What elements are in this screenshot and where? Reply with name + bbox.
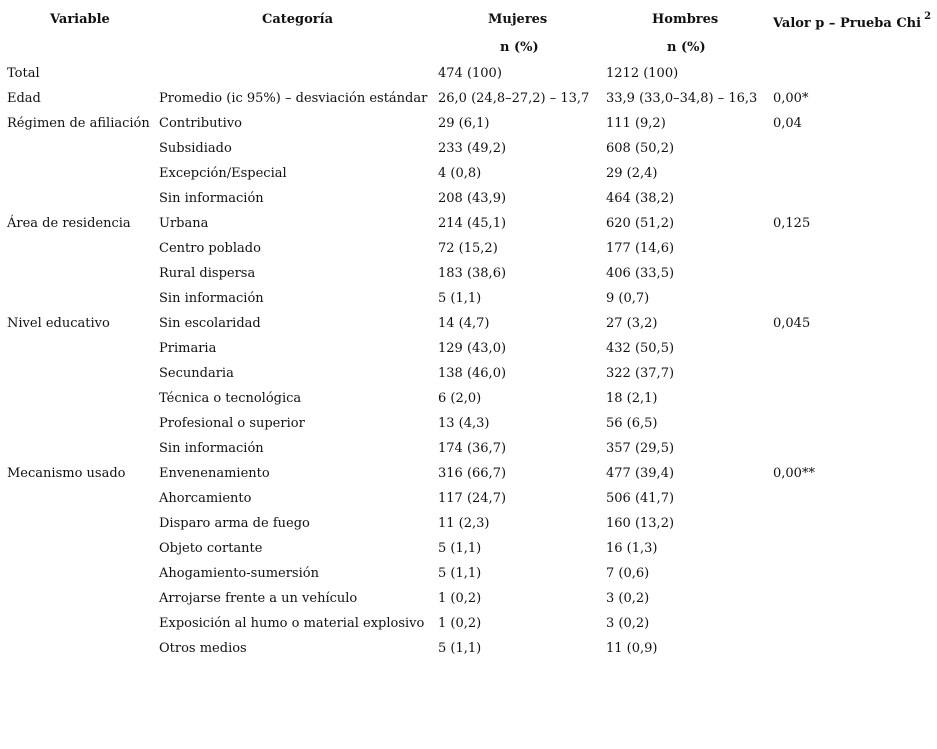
cell-mujeres: 129 (43,0): [438, 341, 507, 356]
cell-mujeres: 72 (15,2): [438, 241, 498, 256]
cell-categoria: Sin escolaridad: [159, 316, 261, 331]
cell-mujeres: 138 (46,0): [438, 366, 507, 381]
cell-categoria: Centro poblado: [159, 241, 261, 256]
table-row: [0, 412, 937, 437]
table-row: [0, 612, 937, 637]
cell-categoria: Rural dispersa: [159, 266, 256, 281]
header-hombres: Hombres: [652, 12, 719, 27]
cell-variable: Régimen de afiliación: [7, 116, 150, 131]
cell-categoria: Ahogamiento-sumersión: [159, 566, 319, 581]
cell-hombres: 27 (3,2): [606, 316, 658, 331]
table-row: [0, 387, 937, 412]
header-valor-p: [773, 11, 932, 31]
cell-mujeres: 5 (1,1): [438, 566, 482, 581]
cell-categoria: Secundaria: [159, 366, 234, 381]
cell-categoria: Sin información: [159, 191, 264, 206]
cell-variable: Total: [7, 66, 40, 81]
table-row: [0, 312, 937, 337]
cell-hombres: 56 (6,5): [606, 416, 658, 431]
cell-mujeres: 208 (43,9): [438, 191, 507, 206]
table-row: [0, 637, 937, 662]
cell-categoria: Ahorcamiento: [159, 491, 252, 506]
header-valor-p-superscript: 2: [924, 11, 932, 22]
cell-mujeres: 5 (1,1): [438, 641, 482, 656]
cell-mujeres: 316 (66,7): [438, 466, 507, 481]
table-header: [0, 0, 937, 62]
cell-hombres: 1212 (100): [606, 66, 679, 81]
cell-mujeres: 233 (49,2): [438, 141, 507, 156]
cell-categoria: Excepción/Especial: [159, 166, 287, 181]
cell-mujeres: 174 (36,7): [438, 441, 507, 456]
cell-hombres: 11 (0,9): [606, 641, 658, 656]
cell-categoria: Arrojarse frente a un vehículo: [159, 591, 358, 606]
cell-mujeres: 5 (1,1): [438, 541, 482, 556]
cell-hombres: 33,9 (33,0–34,8) – 16,3: [606, 91, 758, 106]
cell-mujeres: 14 (4,7): [438, 316, 490, 331]
cell-categoria: Técnica o tecnológica: [159, 391, 302, 406]
table-row: [0, 362, 937, 387]
table-row: [0, 137, 937, 162]
cell-categoria: Urbana: [159, 216, 209, 231]
cell-hombres: 477 (39,4): [606, 466, 675, 481]
table-row: [0, 87, 937, 112]
header-mujeres: Mujeres: [488, 12, 548, 27]
table-row: [0, 437, 937, 462]
cell-categoria: Sin información: [159, 291, 264, 306]
cell-valor-p: 0,00**: [773, 466, 815, 481]
cell-hombres: 322 (37,7): [606, 366, 675, 381]
table-row: [0, 487, 937, 512]
table-row: [0, 287, 937, 312]
table-row: [0, 112, 937, 137]
cell-hombres: 18 (2,1): [606, 391, 658, 406]
cell-mujeres: 214 (45,1): [438, 216, 507, 231]
cell-variable: Nivel educativo: [7, 316, 110, 331]
cell-hombres: 406 (33,5): [606, 266, 675, 281]
cell-hombres: 620 (51,2): [606, 216, 675, 231]
cell-mujeres: 117 (24,7): [438, 491, 507, 506]
table-row: [0, 212, 937, 237]
cell-hombres: 357 (29,5): [606, 441, 675, 456]
header-variable: Variable: [50, 12, 110, 27]
cell-hombres: 111 (9,2): [606, 116, 666, 131]
cell-hombres: 9 (0,7): [606, 291, 650, 306]
table-row: [0, 462, 937, 487]
cell-mujeres: 6 (2,0): [438, 391, 482, 406]
cell-hombres: 608 (50,2): [606, 141, 675, 156]
cell-hombres: 16 (1,3): [606, 541, 658, 556]
table-row: [0, 537, 937, 562]
cell-mujeres: 474 (100): [438, 66, 502, 81]
cell-hombres: 3 (0,2): [606, 591, 650, 606]
cell-categoria: Envenenamiento: [159, 466, 270, 481]
cell-categoria: Contributivo: [159, 116, 242, 131]
cell-mujeres: 4 (0,8): [438, 166, 482, 181]
cell-mujeres: 11 (2,3): [438, 516, 490, 531]
cell-categoria: Promedio (ic 95%) – desviación estándar: [159, 91, 428, 106]
header-categoria: Categoría: [262, 12, 334, 27]
cell-valor-p: 0,04: [773, 116, 802, 131]
cell-hombres: 160 (13,2): [606, 516, 675, 531]
cell-categoria: Objeto cortante: [159, 541, 263, 556]
table-row: [0, 512, 937, 537]
cell-mujeres: 13 (4,3): [438, 416, 490, 431]
table-row: [0, 337, 937, 362]
table-row: [0, 62, 937, 87]
header-hombres-unit: n (%): [667, 40, 706, 55]
cell-categoria: Disparo arma de fuego: [159, 516, 310, 531]
table-row: [0, 187, 937, 212]
cell-mujeres: 29 (6,1): [438, 116, 490, 131]
cell-hombres: 3 (0,2): [606, 616, 650, 631]
cell-categoria: Sin información: [159, 441, 264, 456]
cell-mujeres: 1 (0,2): [438, 591, 482, 606]
table-row: [0, 162, 937, 187]
cell-categoria: Exposición al humo o material explosivo: [159, 616, 425, 631]
cell-valor-p: 0,125: [773, 216, 811, 231]
table-row: [0, 562, 937, 587]
header-valor-p-label: Valor p – Prueba Chi: [773, 16, 922, 31]
cell-variable: Mecanismo usado: [7, 466, 126, 481]
cell-hombres: 177 (14,6): [606, 241, 675, 256]
cell-valor-p: 0,00*: [773, 91, 809, 106]
cell-mujeres: 5 (1,1): [438, 291, 482, 306]
cell-hombres: 29 (2,4): [606, 166, 658, 181]
cell-categoria: Profesional o superior: [159, 416, 305, 431]
cell-hombres: 506 (41,7): [606, 491, 675, 506]
cell-categoria: Subsidiado: [159, 141, 232, 156]
table-body: [0, 62, 937, 662]
header-mujeres-unit: n (%): [500, 40, 539, 55]
cell-valor-p: 0,045: [773, 316, 811, 331]
cell-hombres: 432 (50,5): [606, 341, 675, 356]
cell-categoria: Otros medios: [159, 641, 247, 656]
cell-hombres: 464 (38,2): [606, 191, 675, 206]
cell-hombres: 7 (0,6): [606, 566, 650, 581]
table-row: [0, 262, 937, 287]
cell-categoria: Primaria: [159, 341, 217, 356]
table-row: [0, 587, 937, 612]
cell-mujeres: 183 (38,6): [438, 266, 507, 281]
cell-variable: Edad: [7, 91, 41, 106]
cell-mujeres: 26,0 (24,8–27,2) – 13,7: [438, 91, 590, 106]
cell-variable: Área de residencia: [7, 216, 131, 231]
table-row: [0, 237, 937, 262]
cell-mujeres: 1 (0,2): [438, 616, 482, 631]
